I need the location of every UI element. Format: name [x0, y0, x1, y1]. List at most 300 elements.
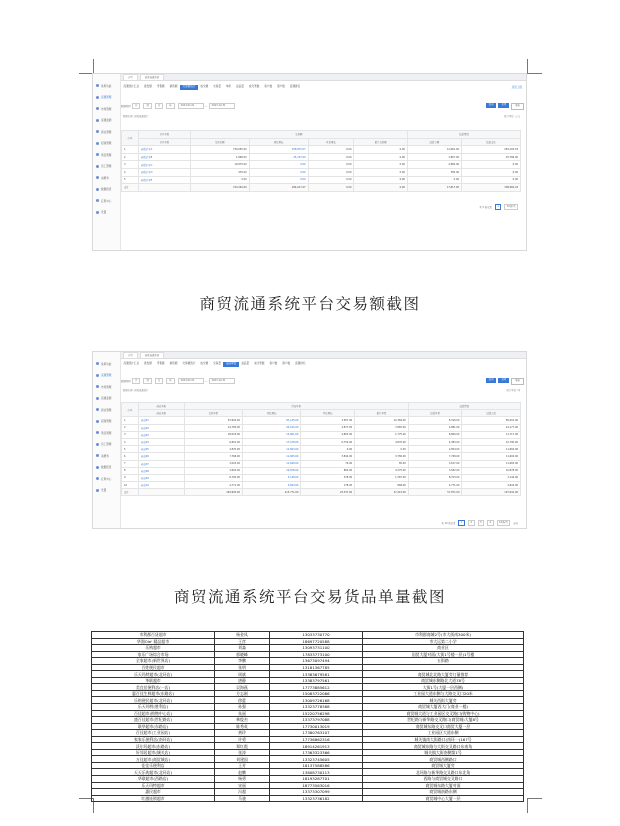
phone-number: 17833773100: [270, 651, 363, 658]
store-name: 乐购超市: [92, 645, 215, 652]
sidebar-item[interactable]: [93, 485, 120, 497]
address: 国贸大厦对面(大街1号楼一层)1号楼: [363, 651, 524, 658]
cell-value: 12,384.00: [355, 417, 409, 424]
directory-row: [92, 684, 524, 691]
sidebar-item-label: 常用功能: [101, 84, 112, 88]
directory-body: [92, 632, 524, 802]
address: 商贸城东路交叉口商贸大厦一层: [363, 723, 524, 730]
nav-tab[interactable]: 流通统计汇总: [123, 362, 140, 365]
cell-value: 85.00: [355, 460, 409, 467]
group-header: 结算情况: [408, 403, 520, 410]
sidebar-item[interactable]: [93, 115, 120, 127]
nav-tab[interactable]: 批发额: [144, 362, 152, 365]
cell-value: 4,876.00: [355, 438, 409, 445]
cell-value: 3,144.00: [462, 474, 521, 481]
sidebar-item[interactable]: [93, 126, 120, 138]
contact-name: 马骏: [215, 795, 270, 802]
sidebar-item[interactable]: [93, 462, 120, 474]
nav-tab[interactable]: 交易额统计: [180, 85, 198, 90]
sidebar-item-label: 项目管理: [101, 153, 112, 157]
cell-value: 4,870.00: [184, 446, 242, 453]
cell-value: 87,602.00: [184, 417, 242, 424]
crop-mark: [79, 59, 94, 74]
row-name: 商品02: [139, 424, 185, 431]
cell-value: 4,383.00: [408, 438, 462, 445]
col-header: 环比增长: [308, 138, 354, 146]
table-row[interactable]: [122, 482, 521, 489]
nav-tab[interactable]: 成交额: [200, 85, 209, 88]
store-name: 盛百佳超市(世纪路店): [92, 717, 215, 724]
group-header: 结算情况: [407, 131, 520, 139]
row-name: 商贸企业E: [139, 176, 191, 184]
row-index: 3: [122, 161, 139, 169]
crop-mark: [527, 59, 542, 74]
date-separator: ~: [205, 379, 208, 383]
cell-value: 13,801.00: [242, 431, 300, 438]
phone-number: 17736862316: [270, 736, 363, 743]
table-row[interactable]: [122, 467, 521, 474]
phone-number: 13373307099: [270, 789, 363, 796]
row-name: 商贸企业A: [139, 146, 191, 154]
contact-name: 朱丽: [215, 710, 270, 717]
table-row[interactable]: [122, 161, 521, 169]
cell-value: 3,562.00: [408, 467, 462, 474]
sidebar-item[interactable]: [93, 450, 120, 462]
table-row[interactable]: [122, 446, 521, 453]
phone-number: 13033730770: [270, 632, 363, 639]
row-index: 1: [122, 417, 139, 424]
total-spacer: [139, 489, 185, 496]
row-name: 商品05: [139, 446, 185, 453]
sidebar-item[interactable]: [93, 138, 120, 150]
menu-icon: [96, 362, 99, 365]
sidebar-item[interactable]: [93, 404, 120, 416]
menu-icon: [96, 153, 99, 156]
menu-icon: [96, 408, 99, 411]
col-header: 序号: [122, 131, 139, 146]
store-name: 乐购便民超市(北环店): [92, 697, 215, 704]
contact-name: 冯超: [215, 789, 270, 796]
table-row[interactable]: [122, 424, 521, 431]
sidebar-item-label: 商业管理: [101, 130, 112, 134]
reset-button[interactable]: 重置: [498, 103, 509, 108]
directory-row: [92, 651, 524, 658]
cell-value: 178.00: [301, 482, 355, 489]
address: 大街1号(大厦一层西侧): [363, 684, 524, 691]
cell-value: 0.00: [301, 446, 355, 453]
row-name: 商贸企业B: [139, 153, 191, 161]
nav-tab[interactable]: 交易量: [213, 362, 221, 365]
nav-tab[interactable]: 流通排名: [295, 362, 306, 365]
period-month[interactable]: 月: [155, 378, 163, 384]
sidebar-item-label: 消费券: [101, 176, 109, 180]
phone-number: 13383679581: [270, 671, 363, 678]
caption-goods-volume: 商贸流通系统平台交易货品单量截图: [173, 588, 446, 606]
directory-row: [92, 736, 524, 743]
sidebar-item-label: 招商管理: [101, 420, 112, 424]
menu-icon: [96, 176, 99, 179]
contact-name: 张涛: [215, 749, 270, 756]
cell-value: 8,700.00: [184, 474, 242, 481]
row-index: 5: [122, 446, 139, 453]
sidebar-item[interactable]: [93, 473, 120, 485]
total-value: 0.00: [354, 184, 407, 192]
tab-system[interactable]: 商贸流通系统: [140, 74, 164, 81]
row-name: 商品06: [139, 453, 185, 460]
nav-tab[interactable]: 零售额: [156, 362, 165, 365]
phone-number: 13808730113: [270, 769, 363, 776]
sidebar-item[interactable]: [93, 358, 120, 370]
header-row: [122, 131, 521, 139]
sidebar-item[interactable]: [93, 149, 120, 161]
contact-name: 郭晓峰: [215, 651, 270, 658]
address: 城关镇大街南侧第1号: [363, 749, 524, 756]
cell-value: 11,603.00: [242, 446, 300, 453]
cell-value: 10,878.00: [242, 467, 300, 474]
nav-tab[interactable]: 成交额: [200, 362, 209, 365]
date-from-input[interactable]: 2023-01-01: [178, 378, 204, 384]
table-row[interactable]: [122, 460, 521, 467]
total-records: 共 5 条记录: [479, 206, 492, 209]
data-table: [121, 402, 521, 496]
directory-row: [92, 704, 524, 711]
cell-value: 2,884.00: [407, 161, 461, 169]
group-header: 交易额: [190, 131, 407, 139]
cell-value: 4,803.00: [301, 431, 355, 438]
total-value: 308,982.03: [462, 184, 521, 192]
contact-name: 王彦: [215, 638, 270, 645]
total-label: 合计: [122, 489, 139, 496]
nav-tab[interactable]: 交易量: [213, 85, 221, 88]
page-size-select[interactable]: 10条/页: [504, 204, 518, 210]
sidebar-item-label: 设置: [101, 211, 107, 215]
directory-row: [92, 632, 524, 639]
row-index: 1: [122, 146, 139, 154]
tab-home[interactable]: 首页: [123, 352, 138, 359]
cell-value: 4,771.00: [184, 482, 242, 489]
period-week[interactable]: 周: [143, 378, 151, 384]
store-name: 华联超市: [92, 677, 215, 684]
sidebar-item-label: 应用中心: [101, 477, 112, 481]
table-row[interactable]: [122, 474, 521, 481]
cell-value: 1,868.00: [190, 153, 249, 161]
date-separator: ~: [205, 104, 208, 108]
contact-name: 张明: [215, 664, 270, 671]
sidebar-item[interactable]: [93, 172, 120, 184]
table-row[interactable]: [122, 176, 521, 184]
sidebar-item[interactable]: [93, 393, 120, 405]
row-name: 商品04: [139, 438, 185, 445]
nav-tab[interactable]: 批发额: [144, 85, 152, 88]
cell-value: 0.00: [308, 153, 354, 161]
menu-icon: [96, 477, 99, 480]
sidebar-item[interactable]: [93, 80, 120, 92]
contact-name: 刘建国: [215, 756, 270, 763]
row-index: 5: [122, 176, 139, 184]
sidebar: [93, 352, 121, 528]
phone-number: 13673097494: [270, 658, 363, 665]
address: 世纪路与新华路交叉路口(商贸城)大厦8号: [363, 717, 524, 724]
cell-value: 7,768.00: [408, 453, 462, 460]
cell-value: 0.00: [249, 161, 308, 169]
nav-tab[interactable]: 流通统计汇总: [123, 85, 140, 88]
group-header: 货品单量: [184, 403, 408, 410]
period-day[interactable]: 日: [132, 378, 140, 384]
address: 商贸城南路东侧: [363, 789, 524, 796]
cell-value: 10,878.00: [462, 467, 521, 474]
nav-tab[interactable]: 成交笔数: [254, 362, 265, 365]
total-row: [122, 489, 521, 496]
tab-home[interactable]: 首页: [123, 74, 138, 81]
data-source: 数据来源: 商贸流通统计: [123, 115, 149, 118]
table-row[interactable]: [122, 417, 521, 424]
row-index: 3: [122, 431, 139, 438]
nav-tab[interactable]: 货品单量: [223, 362, 238, 367]
directory-row: [92, 769, 524, 776]
sidebar-item-label: 招商管理: [101, 142, 112, 146]
total-value: 743,264.00: [190, 184, 249, 192]
cell-value: 8,703.00: [408, 474, 462, 481]
page-button[interactable]: 2: [468, 520, 475, 526]
action-buttons: [486, 103, 526, 110]
period-month[interactable]: 月: [155, 103, 163, 109]
phone-number: 18697720588: [270, 638, 363, 645]
cell-value: 3,844.00: [301, 453, 355, 460]
table-row[interactable]: [122, 153, 521, 161]
cell-value: 0.00: [249, 176, 308, 184]
col-header: 序号: [122, 403, 139, 417]
store-name: 百佳超市(工业园店): [92, 730, 215, 737]
sidebar-item-label: 数据报表: [101, 188, 112, 192]
cell-value: 0.00: [354, 168, 407, 176]
page-1[interactable]: 1: [495, 204, 502, 210]
address: 工业园大道东侧与大路交叉口20米: [363, 690, 524, 697]
nav-tab[interactable]: 商户数: [282, 362, 291, 365]
cell-value: 87,145.00: [242, 417, 300, 424]
unit-label: 统计单位: 万元: [504, 115, 520, 118]
phone-number: 15220756298: [270, 710, 363, 717]
export-button[interactable]: 导出: [511, 103, 524, 110]
sidebar-item-label: 设置: [101, 489, 107, 493]
cell-value: 11,604.00: [462, 453, 521, 460]
phone-number: 13181367785: [270, 664, 363, 671]
table-body: [122, 146, 521, 192]
nav-tab[interactable]: 交易额统计: [182, 362, 196, 365]
cell-value: 864.00: [301, 467, 355, 474]
cell-value: 4,843.00: [462, 482, 521, 489]
row-name: 商贸企业C: [139, 161, 191, 169]
directory-row: [92, 677, 524, 684]
tab-system[interactable]: 商贸流通系统: [140, 352, 164, 359]
search-button[interactable]: 查询: [486, 103, 497, 108]
sidebar-item[interactable]: [93, 439, 120, 451]
group-header: 商品名称: [139, 403, 185, 410]
address: 市大运第二小学: [363, 638, 524, 645]
address: 商贸城北北路大厦旁订量推荐: [363, 671, 524, 678]
contact-name: 吴海燕: [215, 684, 270, 691]
sidebar-item[interactable]: [93, 184, 120, 196]
page-size-select[interactable]: 10条/页: [497, 520, 511, 526]
cell-value: 3,617.00: [408, 460, 462, 467]
store-name: 乐天玛特(胜利店): [92, 704, 215, 711]
sidebar-item[interactable]: [93, 103, 120, 115]
address: 商贸城东侧路北大道78号: [363, 677, 524, 684]
address: 工业园区大道东侧: [363, 730, 524, 737]
nav-tab[interactable]: 零售额: [156, 85, 165, 88]
phone-number: 18914261913: [270, 743, 363, 750]
sidebar-item-label: 项目管理: [101, 431, 112, 435]
store-name: 天天乐购超市(北环店): [92, 769, 215, 776]
nav-tab[interactable]: 商户数: [277, 85, 285, 88]
sidebar-item[interactable]: [93, 370, 120, 382]
menu-icon: [96, 431, 99, 434]
address: 五街路: [363, 658, 524, 665]
page-button[interactable]: 1: [458, 520, 465, 526]
period-year[interactable]: 年: [166, 378, 174, 384]
total-value: 215,771.00: [242, 489, 300, 496]
address: 商贸城大厦西大门(商业一楼): [363, 704, 524, 711]
sidebar-item-label: 市场管理: [101, 107, 112, 111]
reset-button[interactable]: 重置: [498, 378, 509, 383]
cell-value: 1,387.00: [355, 474, 409, 481]
contact-name: 杨金凤: [215, 632, 270, 639]
phone-number: 13009726168: [270, 697, 363, 704]
menu-icon: [96, 454, 99, 457]
address: 商贸城东路与大街交叉路口东南角: [363, 743, 524, 750]
nav-tab[interactable]: 单价: [225, 85, 232, 88]
sidebar-item[interactable]: [93, 416, 120, 428]
menu-icon: [96, 443, 99, 446]
cell-value: 6,750.00: [301, 438, 355, 445]
sidebar-item-label: 员工管理: [101, 165, 112, 169]
sidebar-item-label: 流通监测: [101, 397, 112, 401]
nav-tab[interactable]: 流通排名: [289, 85, 301, 88]
date-to-input[interactable]: 2023-12-31: [209, 103, 235, 109]
row-name: 商品01: [139, 417, 185, 424]
caption-transaction-amount: 商贸流通系统平台交易额截图: [199, 295, 421, 313]
date-from-input[interactable]: 2023-01-01: [178, 103, 204, 109]
sidebar-item[interactable]: [93, 207, 120, 219]
pagination: [438, 520, 518, 526]
nav-tab[interactable]: 客户数: [264, 85, 273, 88]
cell-value: 8,316.00: [408, 417, 462, 424]
nav-tab[interactable]: 成交笔数: [248, 85, 260, 88]
store-name: 惠百佳生鲜超市(东路店): [92, 690, 215, 697]
sidebar-item[interactable]: [93, 381, 120, 393]
cell-value: 8,806.00: [408, 431, 462, 438]
contact-name: 许勇: [215, 736, 270, 743]
total-value: 57,871.00: [408, 489, 462, 496]
screenshot-transaction-amount: [92, 73, 527, 251]
nav-tab[interactable]: 货品量: [241, 362, 250, 365]
total-value: 284,617.07: [249, 184, 308, 192]
nav-tab[interactable]: 销售额: [169, 362, 178, 365]
contact-name: 周斌: [215, 671, 270, 678]
module-nav: [121, 362, 526, 367]
store-name: 百姓便民超市: [92, 664, 215, 671]
address: 城关镇南大街路口(南环一)167号: [363, 736, 524, 743]
window-tab-bar: [121, 352, 526, 359]
page-button[interactable]: 3: [478, 520, 485, 526]
cell-value: 258,870.07: [249, 146, 308, 154]
page-button[interactable]: 4: [487, 520, 494, 526]
table-row[interactable]: [122, 146, 521, 154]
nav-tab[interactable]: 货品量: [236, 85, 244, 88]
sidebar-item-label: 常用功能: [101, 362, 112, 366]
cell-value: 3,602.00: [184, 467, 242, 474]
store-name: 华联超市(西路店): [92, 776, 215, 783]
phone-number: 15083722066: [270, 690, 363, 697]
contact-name: 赵鹏: [215, 769, 270, 776]
nav-tab[interactable]: 销售额: [169, 85, 178, 88]
cell-value: 3,148.00: [242, 474, 300, 481]
export-button[interactable]: 导出: [511, 378, 524, 385]
nav-tab[interactable]: 客户数: [269, 362, 278, 365]
table-row[interactable]: [122, 453, 521, 460]
filter-label: 数据时间: [121, 380, 131, 384]
col-header: 结算占比: [462, 410, 521, 417]
sidebar-item[interactable]: [93, 427, 120, 439]
cell-value: 24,177.00: [462, 424, 521, 431]
period-week[interactable]: 周: [143, 103, 151, 109]
col-header: 累计单量: [355, 410, 409, 417]
directory-row: [92, 749, 524, 756]
unit-label: 统计单位: 吨: [506, 389, 520, 392]
sidebar-item-label: 流通管理: [101, 96, 112, 100]
address: 商贸城东路大厦对面: [363, 782, 524, 789]
sidebar-item[interactable]: [93, 92, 120, 104]
cell-value: 0.00: [462, 161, 521, 169]
store-name: 华润Ole' 精品超市: [92, 638, 215, 645]
sidebar-item[interactable]: [93, 195, 120, 207]
cell-value: 0.00: [355, 446, 409, 453]
sidebar-item[interactable]: [93, 161, 120, 173]
cell-value: 22,790.00: [462, 438, 521, 445]
phone-number: 17773885612: [270, 684, 363, 691]
window-tab-bar: [121, 74, 526, 81]
cell-value: 0.00: [308, 168, 354, 176]
cell-value: 0.00: [462, 176, 521, 184]
phone-number: 13093731100: [270, 645, 363, 652]
data-table: [121, 130, 521, 192]
address: 西路与商贸城交叉路口: [363, 776, 524, 783]
row-index: 2: [122, 153, 139, 161]
cell-value: 4,843.00: [242, 482, 300, 489]
total-value: 0.00: [308, 184, 354, 192]
date-to-input[interactable]: 2023-12-31: [209, 378, 235, 384]
menu-icon: [96, 96, 99, 99]
table-row[interactable]: [122, 168, 521, 176]
total-label: 合计: [122, 184, 139, 192]
cell-value: 11,683.00: [462, 460, 521, 467]
contact-name: 黄玲: [215, 730, 270, 737]
phone-number: 18773563016: [270, 782, 363, 789]
back-link[interactable]: 返回上级: [511, 86, 522, 90]
period-year[interactable]: 年: [166, 103, 174, 109]
cell-value: 11,804.00: [462, 446, 521, 453]
crop-mark: [527, 798, 542, 813]
cell-value: 385.00: [407, 168, 461, 176]
directory-row: [92, 671, 524, 678]
table-head: [122, 131, 521, 146]
table-row[interactable]: [122, 431, 521, 438]
period-day[interactable]: 日: [132, 103, 140, 109]
search-button[interactable]: 查询: [486, 378, 497, 383]
cell-value: 0.00: [354, 153, 407, 161]
table-row[interactable]: [122, 438, 521, 445]
cell-value: 11,605.00: [242, 453, 300, 460]
phone-number: 13323736182: [270, 795, 363, 802]
